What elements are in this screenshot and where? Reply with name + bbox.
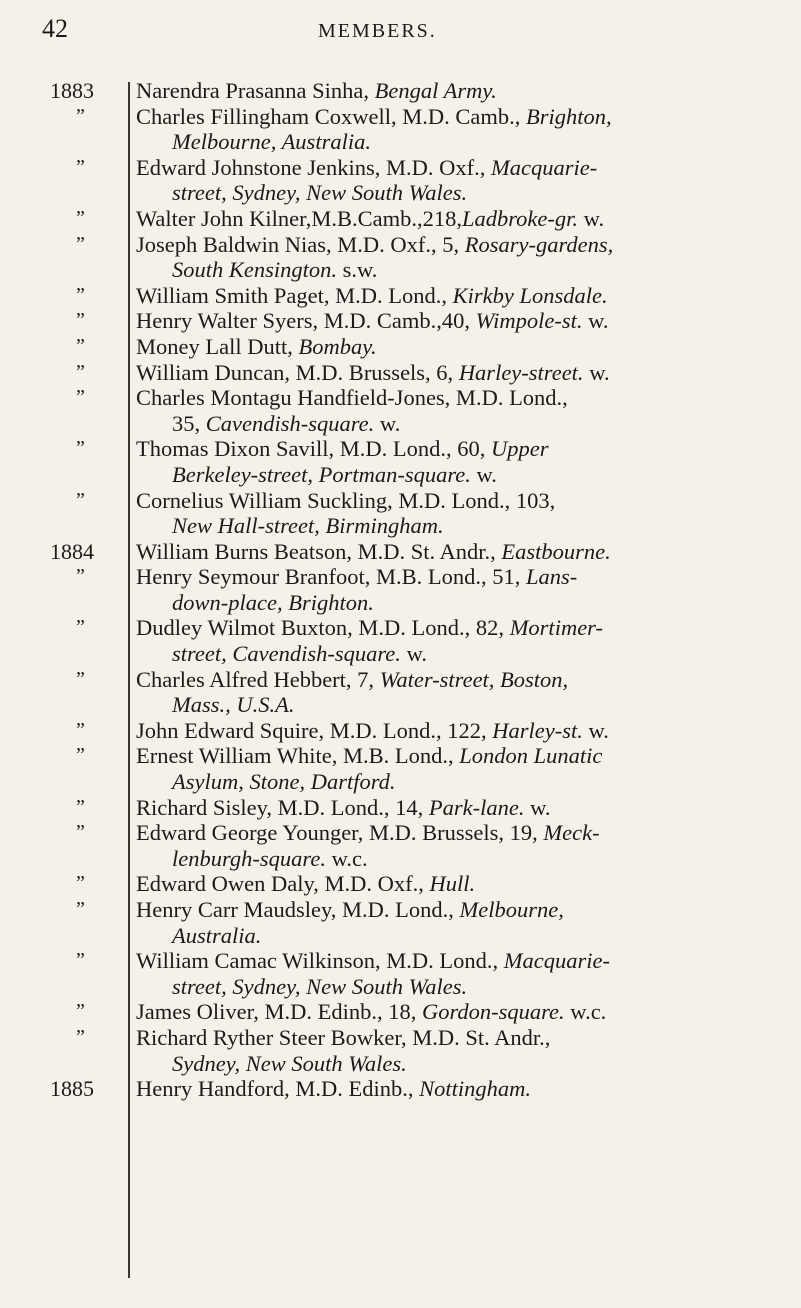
member-entry-continuation: Sydney, New South Wales. — [172, 1050, 407, 1076]
member-entry: Ernest William White, M.B. Lond., London Lunatic — [136, 743, 603, 769]
member-entry: William Duncan, M.D. Brussels, 6, Harley-street. w. — [136, 359, 610, 385]
ditto-mark: ” — [76, 386, 85, 409]
member-entry: Richard Sisley, M.D. Lond., 14, Park-lane. w. — [136, 794, 551, 820]
member-entry: Narendra Prasanna Sinha, Bengal Army. — [136, 78, 497, 103]
year-1885: 1885 — [50, 1076, 94, 1102]
member-entry-continuation: Mass., U.S.A. — [172, 692, 295, 718]
ditto-mark: ” — [76, 718, 85, 741]
column-rule — [128, 82, 130, 1278]
ditto-mark: ” — [76, 616, 85, 639]
ditto-mark: ” — [76, 283, 85, 306]
member-entry: William Smith Paget, M.D. Lond., Kirkby Lonsdale. — [136, 282, 608, 308]
member-entry-continuation: down-place, Brighton. — [172, 589, 374, 615]
ditto-mark: ” — [76, 360, 85, 383]
member-entry: Henry Handford, M.D. Edinb., Nottingham. — [136, 1076, 531, 1102]
year-1883: 1883 — [50, 78, 94, 103]
member-entry: Charles Alfred Hebbert, 7, Water-street, Boston, — [136, 666, 569, 692]
ditto-mark: ” — [76, 232, 85, 255]
member-entry: John Edward Squire, M.D. Lond., 122, Harley-st. w. — [136, 717, 609, 743]
member-entry-continuation: Asylum, Stone, Dartford. — [172, 769, 396, 795]
member-list — [136, 78, 786, 1102]
ditto-mark: ” — [76, 949, 85, 972]
ditto-mark: ” — [76, 334, 85, 357]
year-column — [50, 78, 126, 1102]
ditto-mark: ” — [76, 565, 85, 588]
member-entry: Henry Carr Maudsley, M.D. Lond., Melbourne, — [136, 897, 564, 922]
member-entry: Dudley Wilmot Buxton, M.D. Lond., 82, Mortimer- — [136, 615, 603, 641]
member-entry: Charles Montagu Handfield-Jones, M.D. Lond., — [136, 385, 568, 411]
ditto-mark: ” — [76, 437, 85, 460]
member-entry: Richard Ryther Steer Bowker, M.D. St. Andr., — [136, 1024, 551, 1050]
year-1884: 1884 — [50, 538, 94, 564]
member-entry: William Burns Beatson, M.D. St. Andr., Eastbourne. — [136, 538, 611, 564]
member-entry: Walter John Kilner,M.B.Camb.,218,Ladbroke-gr. w. — [136, 205, 605, 231]
ditto-mark: ” — [76, 898, 85, 920]
member-entry: James Oliver, M.D. Edinb., 18, Gordon-square. w.c. — [136, 999, 607, 1025]
member-entry: Edward Johnstone Jenkins, M.D. Oxf., Macquarie- — [136, 154, 598, 180]
member-entry: Charles Fillingham Coxwell, M.D. Camb., Brighton, — [136, 103, 612, 129]
member-entry-continuation: Melbourne, Australia. — [172, 129, 371, 155]
member-entry: Joseph Baldwin Nias, M.D. Oxf., 5, Rosary-gardens, — [136, 231, 614, 257]
ditto-mark: ” — [76, 667, 85, 690]
ditto-mark: ” — [76, 1025, 85, 1048]
member-entry: William Camac Wilkinson, M.D. Lond., Macquarie- — [136, 948, 610, 974]
ditto-mark: ” — [76, 104, 85, 127]
ditto-mark: ” — [76, 155, 85, 178]
ditto-mark: ” — [76, 872, 85, 895]
ditto-mark: ” — [76, 744, 85, 767]
member-entry: Thomas Dixon Savill, M.D. Lond., 60, Upper — [136, 436, 549, 462]
running-title: MEMBERS. — [318, 20, 437, 42]
member-entry: Henry Seymour Branfoot, M.B. Lond., 51, Lans- — [136, 564, 578, 590]
member-entry-continuation: lenburgh-square. w.c. — [172, 845, 368, 871]
page-number: 42 — [42, 14, 68, 43]
member-entry: Edward Owen Daly, M.D. Oxf., Hull. — [136, 871, 476, 897]
member-entry-continuation: South Kensington. s.w. — [172, 257, 378, 283]
member-entry-continuation: street, Cavendish-square. w. — [172, 641, 427, 667]
ditto-mark: ” — [76, 795, 85, 818]
ditto-mark: ” — [76, 821, 85, 844]
member-entry: Money Lall Dutt, Bombay. — [136, 333, 377, 359]
member-entry-continuation: street, Sydney, New South Wales. — [172, 973, 468, 999]
member-entry-continuation: street, Sydney, New South Wales. — [172, 180, 468, 206]
member-entry: Henry Walter Syers, M.D. Camb.,40, Wimpole-st. w. — [136, 308, 609, 334]
ditto-mark: ” — [76, 1000, 85, 1023]
member-entry: Cornelius William Suckling, M.D. Lond., 103, — [136, 487, 556, 513]
ditto-mark: ” — [76, 488, 85, 511]
member-entry-continuation: Australia. — [172, 922, 262, 948]
ditto-mark: ” — [76, 206, 85, 229]
member-entry-continuation: New Hall-street, Birmingham. — [172, 513, 444, 539]
member-entry-continuation: 35, Cavendish-square. w. — [172, 410, 401, 436]
member-entry-continuation: Berkeley-street, Portman-square. w. — [172, 461, 497, 487]
ditto-mark: ” — [76, 309, 85, 332]
member-entry: Edward George Younger, M.D. Brussels, 19, Meck- — [136, 820, 600, 846]
